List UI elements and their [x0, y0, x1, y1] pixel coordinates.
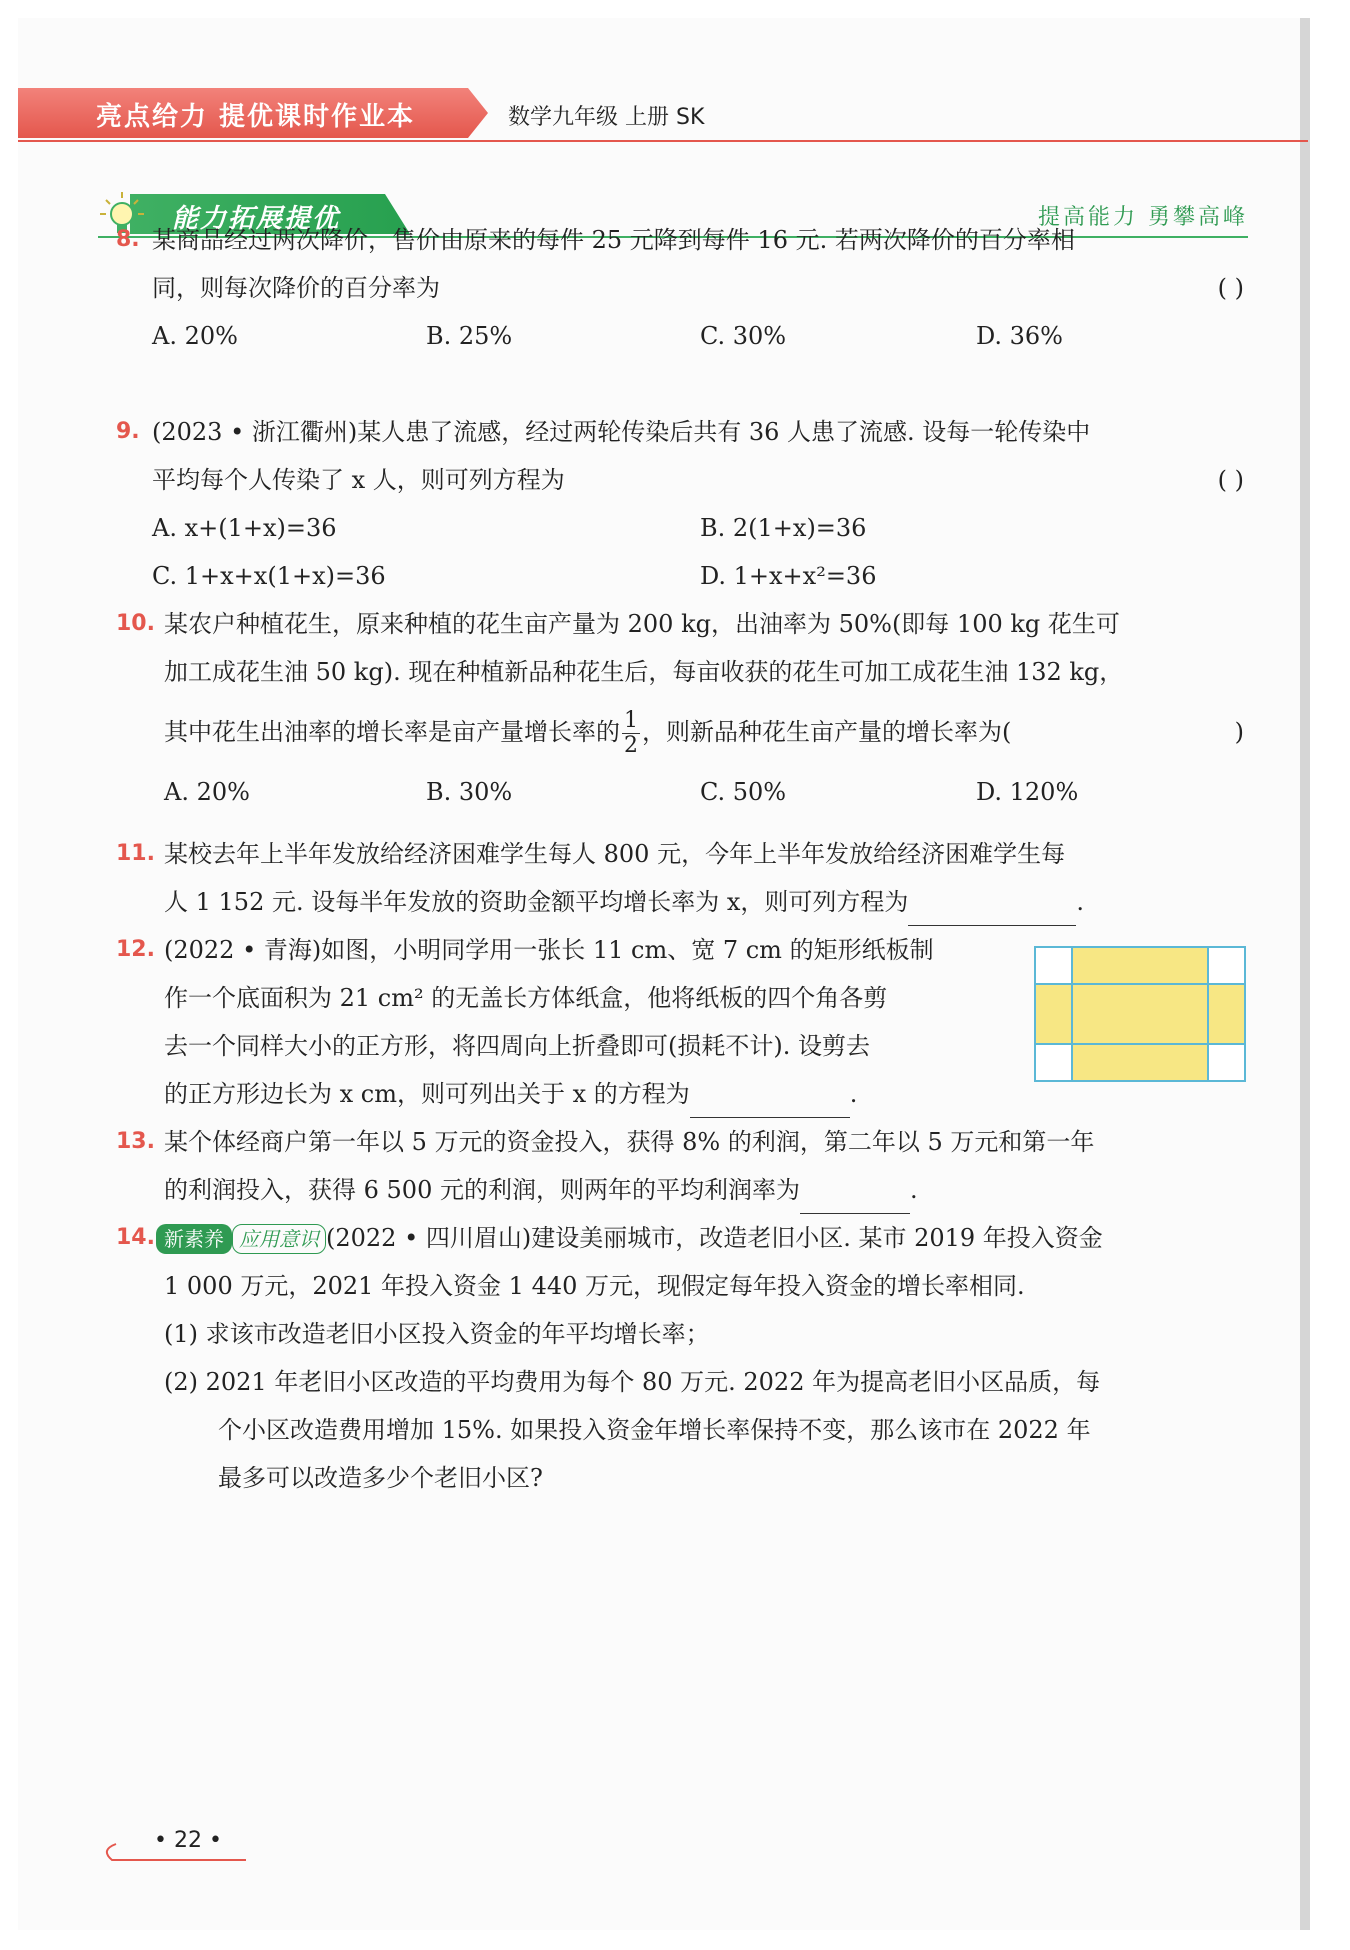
- option-d: D. 1+x+x²=36: [700, 562, 877, 590]
- subquestion-2: (2) 2021 年老旧小区改造的平均费用为每个 80 万元. 2022 年为提高老旧小区品质，每: [164, 1368, 1101, 1396]
- question-text: [164, 696, 1011, 768]
- question-text: [164, 1166, 918, 1214]
- option-b: B. 25%: [426, 322, 513, 350]
- option-c: C. 50%: [700, 778, 787, 806]
- option-c: C. 1+x+x(1+x)=36: [152, 562, 386, 590]
- question-text: 某农户种植花生，原来种植的花生亩产量为 200 kg，出油率为 50%(即每 100 kg 花生可: [164, 610, 1120, 638]
- application-tag: 应用意识: [232, 1224, 326, 1254]
- question-text: 某校去年上半年发放给经济困难学生每人 800 元，今年上半年发放给经济困难学生每: [164, 840, 1066, 868]
- new-literacy-tag: 新素养: [156, 1224, 232, 1254]
- fraction: [622, 709, 640, 758]
- question-text-part: 其中花生出油率的增长率是亩产量增长率的: [164, 718, 620, 746]
- question-text: [156, 1214, 1103, 1262]
- question-text: (2022 • 青海)如图，小明同学用一张长 11 cm、宽 7 cm 的矩形纸板制: [164, 936, 934, 964]
- question-text: 某商品经过两次降价，售价由原来的每件 25 元降到每件 16 元. 若两次降价的百分率相: [152, 226, 1075, 254]
- question-11: [116, 830, 1248, 926]
- answer-blank: [800, 1183, 910, 1214]
- question-text: 平均每个人传染了 x 人，则可列方程为: [152, 466, 565, 494]
- question-text: 作一个底面积为 21 cm² 的无盖长方体纸盒，他将纸板的四个角各剪: [164, 984, 888, 1012]
- question-text: 1 000 万元，2021 年投入资金 1 440 万元，现假定每年投入资金的增长率相同.: [164, 1272, 1025, 1300]
- page: [18, 18, 1310, 1930]
- question-number: 13.: [116, 1129, 155, 1154]
- question-9: [116, 408, 1248, 600]
- question-number: 11.: [116, 841, 155, 866]
- answer-paren: ( ): [1217, 274, 1244, 302]
- question-text: 某个体经商户第一年以 5 万元的资金投入，获得 8% 的利润，第二年以 5 万元和第一年: [164, 1128, 1095, 1156]
- question-13: [116, 1118, 1248, 1214]
- answer-blank: [690, 1087, 850, 1118]
- subquestion-2-cont: 最多可以改造多少个老旧小区?: [218, 1464, 543, 1492]
- question-text-part: .: [849, 1080, 858, 1108]
- question-number: 9.: [116, 419, 140, 444]
- fraction-numerator: 1: [624, 708, 638, 733]
- question-number: 8.: [116, 227, 140, 252]
- header-subject: 数学九年级 上册 SK: [508, 105, 705, 130]
- question-14: [116, 1214, 1248, 1502]
- option-a: A. x+(1+x)=36: [152, 514, 337, 542]
- header-brand: 亮点给力 提优课时作业本: [96, 102, 416, 132]
- option-b: B. 30%: [426, 778, 513, 806]
- question-text-part: 的正方形边长为 x cm，则可列出关于 x 的方程为: [164, 1080, 690, 1108]
- option-a: A. 20%: [152, 322, 238, 350]
- question-text: [164, 1070, 857, 1118]
- question-text: 去一个同样大小的正方形，将四周向上折叠即可(损耗不计). 设剪去: [164, 1032, 870, 1060]
- section-title: 能力拓展提优: [172, 204, 341, 234]
- question-text-part: .: [1076, 888, 1085, 916]
- option-c: C. 30%: [700, 322, 787, 350]
- question-10: [116, 600, 1248, 816]
- subquestion-2-cont: 个小区改造费用增加 15%. 如果投入资金年增长率保持不变，那么该市在 2022 年: [218, 1416, 1091, 1444]
- option-d: D. 36%: [976, 322, 1063, 350]
- question-text: 加工成花生油 50 kg). 现在种植新品种花生后，每亩收获的花生可加工成花生油 132 kg，: [164, 658, 1124, 686]
- page-header: [18, 88, 1308, 144]
- page-footer: [98, 1826, 248, 1866]
- header-divider: [18, 140, 1308, 142]
- page-number: • 22 •: [154, 1828, 222, 1853]
- answer-paren: ): [1234, 718, 1244, 746]
- subquestion-1: (1) 求该市改造老旧小区投入资金的年平均增长率；: [164, 1320, 710, 1348]
- question-8: [116, 216, 1248, 360]
- question-text-part: ，则新品种花生亩产量的增长率为(: [642, 718, 1012, 746]
- option-b: B. 2(1+x)=36: [700, 514, 867, 542]
- question-number: 14.: [116, 1225, 155, 1250]
- paper-board-diagram: [1034, 946, 1246, 1082]
- option-d: D. 120%: [976, 778, 1079, 806]
- question-number: 12.: [116, 937, 155, 962]
- answer-paren: ( ): [1217, 466, 1244, 494]
- question-text-part: .: [909, 1176, 918, 1204]
- question-text-part: 的利润投入，获得 6 500 元的利润，则两年的平均利润率为: [164, 1176, 800, 1204]
- fraction-denominator: 2: [624, 733, 638, 758]
- option-a: A. 20%: [164, 778, 250, 806]
- answer-blank: [908, 895, 1076, 926]
- question-text-part: 人 1 152 元. 设每半年发放的资助金额平均增长率为 x，则可列方程为: [164, 888, 909, 916]
- question-text: [164, 878, 1084, 926]
- question-text: (2023 • 浙江衢州)某人患了流感，经过两轮传染后共有 36 人患了流感. 设每一轮传染中: [152, 418, 1091, 446]
- question-text-part: (2022 • 四川眉山)建设美丽城市，改造老旧小区. 某市 2019 年投入资金: [326, 1224, 1103, 1252]
- section-slogan: 提高能力 勇攀高峰: [1038, 205, 1248, 230]
- board-center-horizontal: [1035, 984, 1245, 1044]
- question-text: 同，则每次降价的百分率为: [152, 274, 440, 302]
- question-number: 10.: [116, 611, 155, 636]
